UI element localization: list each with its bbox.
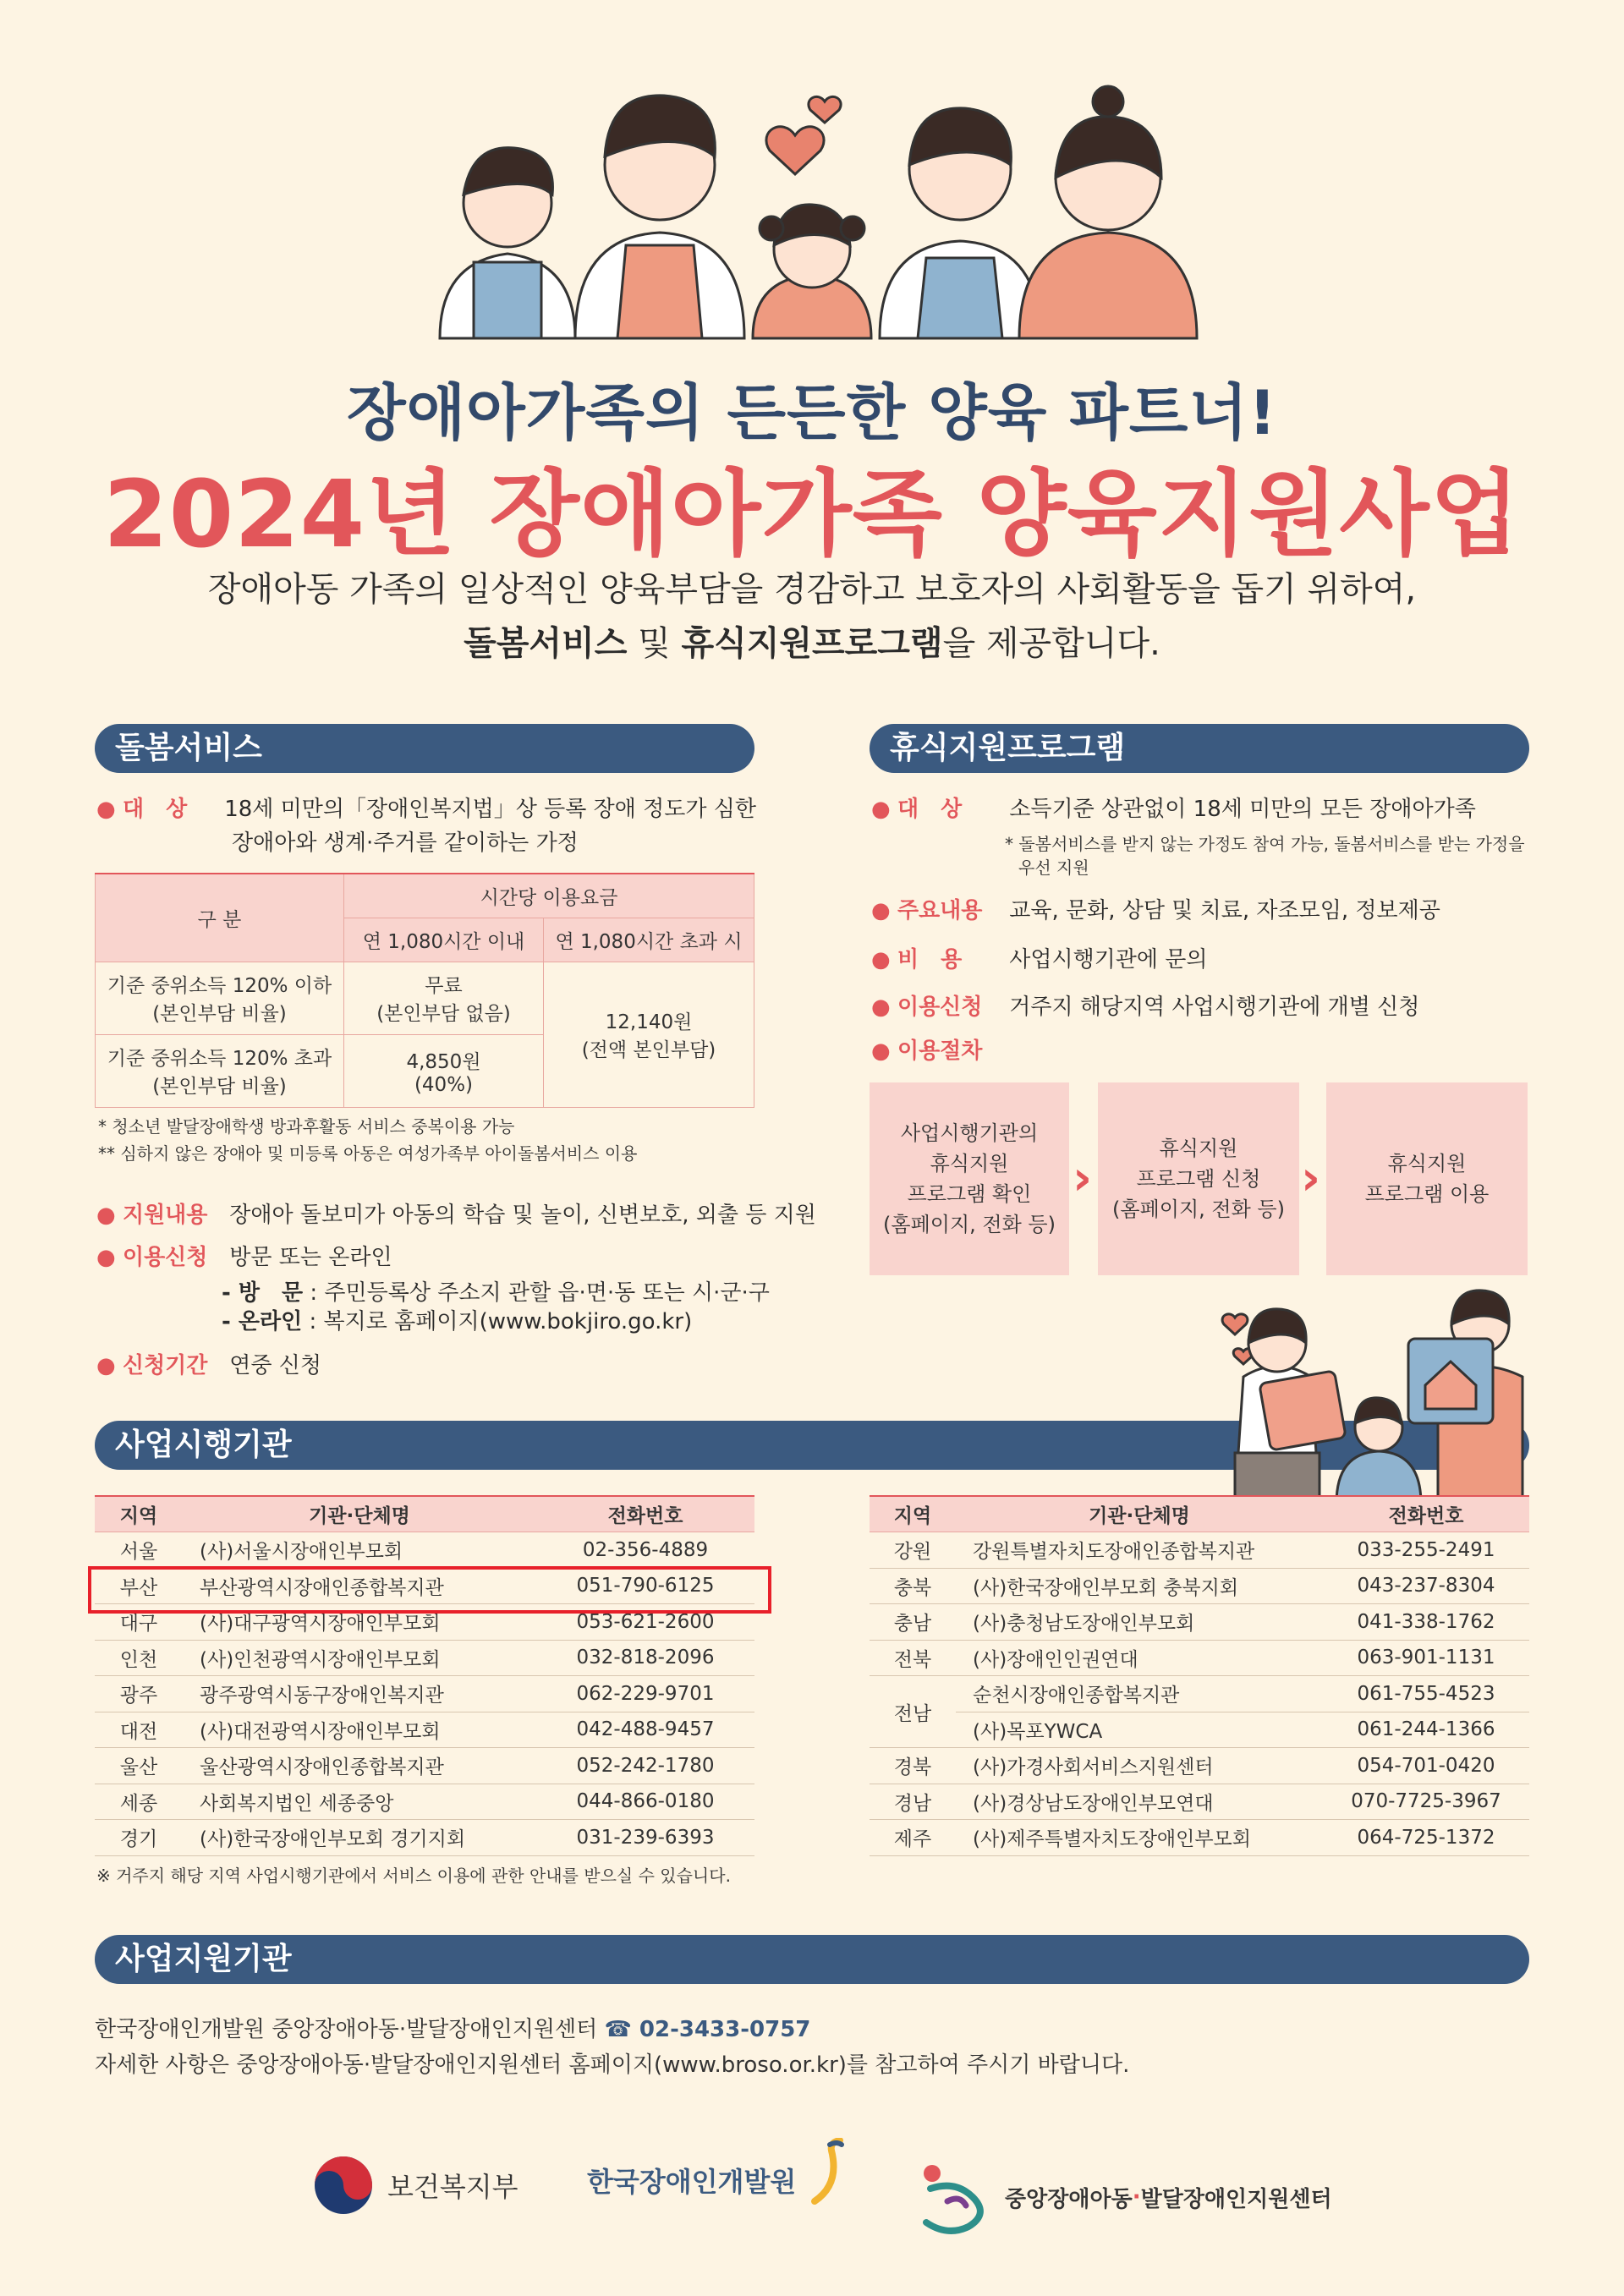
care-content	[96, 1199, 816, 1231]
rest-apply-value: 거주지 해당지역 사업시행기관에 개별 신청	[1009, 995, 1420, 1020]
center-logo-dot: ·	[1132, 2184, 1141, 2210]
section-support-header: 사업지원기관	[95, 1935, 1529, 1984]
care-period	[96, 1350, 321, 1382]
care-period-value: 연중 신청	[229, 1353, 321, 1378]
center-logo	[914, 2155, 1332, 2239]
care-apply-value: 방문 또는 온라인	[229, 1245, 392, 1270]
care-target-line2	[232, 827, 579, 859]
mohw-logo-text: 보건복지부	[387, 2171, 518, 2203]
care-fee-table	[95, 873, 754, 1108]
mother-figure	[1019, 86, 1197, 338]
bullet-dot-icon: ●	[96, 1245, 116, 1270]
care-table-under-header: 연 1,080시간 이내	[344, 918, 544, 962]
rest-process	[871, 1035, 982, 1067]
table-row: 전북 (사)장애인인권연대 063-901-1131	[870, 1640, 1529, 1676]
intro-line-2	[0, 616, 1624, 671]
care-online-value: : 복지로 홈페이지(www.bokjiro.go.kr)	[309, 1309, 693, 1334]
koddi-swoosh-icon	[798, 2138, 845, 2206]
agency-right-region-header: 지역	[870, 1496, 956, 1532]
taegeuk-icon	[313, 2155, 374, 2216]
rest-cost	[871, 944, 1208, 976]
intro-ending: 을 제공합니다.	[942, 624, 1160, 663]
table-row: (사)목포YWCA 061-244-1366	[870, 1712, 1529, 1748]
rest-cost-value: 사업시행기관에 문의	[1009, 947, 1208, 973]
table-row: 세종 사회복지법인 세종중앙 044-866-0180	[95, 1784, 754, 1820]
table-row: 경남 (사)경상남도장애인부모연대 070-7725-3967	[870, 1784, 1529, 1820]
bullet-dot-icon: ●	[871, 995, 891, 1020]
rest-process-label: 이용절차	[897, 1038, 983, 1064]
care-table-over-header: 연 1,080시간 초과 시	[544, 918, 754, 962]
care-table-row2-category: 기준 중위소득 120% 초과 (본인부담 비율)	[96, 1034, 344, 1107]
father-figure	[575, 96, 744, 338]
care-table-row2-under: 4,850원 (40%)	[344, 1034, 544, 1107]
intro-emphasis-rest: 휴식지원프로그램	[681, 624, 943, 663]
care-period-label: 신청기간	[122, 1353, 208, 1378]
table-row: 전남 순천시장애인종합복지관 061-755-4523	[870, 1676, 1529, 1712]
table-row: 제주 (사)제주특별자치도장애인부모회 064-725-1372	[870, 1820, 1529, 1856]
agency-table-left	[95, 1495, 754, 1856]
care-target-value-2: 장애아와 생계·주거를 같이하는 가정	[232, 830, 579, 856]
table-row: 경기 (사)한국장애인부모회 경기지회 031-239-6393	[95, 1820, 754, 1856]
highlight-box	[88, 1566, 771, 1614]
bullet-dot-icon: ●	[871, 947, 891, 973]
table-row: 경북 (사)가경사회서비스지원센터 054-701-0420	[870, 1748, 1529, 1784]
care-visit-value: : 주민등록상 주소지 관할 읍·면·동 또는 시·군·구	[310, 1280, 770, 1306]
bullet-dot-icon: ●	[96, 1203, 116, 1228]
bullet-dot-icon: ●	[871, 898, 891, 923]
agency-left-phone-header: 전화번호	[536, 1496, 754, 1532]
boy-figure	[440, 148, 575, 338]
intro-text	[0, 562, 1624, 671]
bullet-dot-icon: ●	[871, 797, 891, 822]
intro-connector: 및	[627, 624, 682, 663]
heart-icon	[1222, 1314, 1248, 1334]
care-note-1: * 청소년 발달장애학생 방과후활동 서비스 중복이용 가능	[98, 1116, 515, 1137]
table-row: 인천 (사)인천광역시장애인부모회 032-818-2096	[95, 1640, 754, 1676]
table-row: 서울 (사)서울시장애인부모회 02-356-4889	[95, 1532, 754, 1569]
table-row: 강원 강원특별자치도장애인종합복지관 033-255-2491	[870, 1532, 1529, 1569]
bullet-dot-icon: ●	[871, 1038, 891, 1064]
family-illustration	[423, 85, 1201, 347]
rest-target-label: 대 상	[897, 797, 963, 822]
rest-target-value: 소득기준 상관없이 18세 미만의 모든 장애아가족	[1009, 797, 1476, 822]
rest-cost-label: 비 용	[897, 947, 963, 973]
care-target-value: 18세 미만의「장애인복지법」상 등록 장애 정도가 심한	[224, 797, 756, 822]
intro-emphasis-care: 돌봄서비스	[464, 624, 628, 663]
center-logo-text: 중앙장애아동	[1005, 2186, 1133, 2212]
table-row: 충북 (사)한국장애인부모회 충북지회 043-237-8304	[870, 1568, 1529, 1604]
family-house-illustration	[1218, 1284, 1539, 1504]
care-apply	[96, 1241, 392, 1274]
page-title: 2024년 장애아가족 양육지원사업	[103, 460, 1521, 568]
support-org: 한국장애인개발원 중앙장애아동·발달장애인지원센터	[95, 2017, 598, 2042]
koddi-logo	[587, 2155, 845, 2206]
agency-left-region-header: 지역	[95, 1496, 183, 1532]
care-online-label: - 온라인	[222, 1309, 303, 1334]
intro-line-1: 장애아동 가족의 일상적인 양육부담을 경감하고 보호자의 사회활동을 돕기 위하여,	[207, 570, 1417, 609]
care-table-fee-header: 시간당 이용요금	[344, 874, 754, 918]
center-logo-text-2: 발달장애인지원센터	[1140, 2186, 1332, 2212]
heart-icon	[809, 96, 841, 123]
koddi-logo-text: 한국장애인개발원	[587, 2166, 797, 2198]
care-content-label: 지원내용	[122, 1203, 208, 1228]
agency-right-org-header: 기관·단체명	[956, 1496, 1323, 1532]
rest-target-note-1: * 돌봄서비스를 받지 않는 가정도 참여 가능, 돌봄서비스를 받는 가정을	[1005, 834, 1525, 854]
care-online	[222, 1306, 692, 1338]
care-table-row1-under: 무료 (본인부담 없음)	[344, 962, 544, 1034]
care-visit-label: - 방 문	[222, 1280, 304, 1306]
care-content-value: 장애아 돌보미가 아동의 학습 및 놀이, 신변보호, 외출 등 지원	[229, 1203, 816, 1228]
support-line-1	[95, 2013, 810, 2047]
bullet-dot-icon: ●	[96, 1353, 116, 1378]
table-row: 충남 (사)충청남도장애인부모회 041-338-1762	[870, 1604, 1529, 1641]
process-step-2: 휴식지원 프로그램 신청 (홈페이지, 전화 등)	[1098, 1082, 1299, 1275]
care-apply-label: 이용신청	[122, 1245, 208, 1270]
care-target-label: 대 상	[122, 797, 188, 822]
rest-content-label: 주요내용	[897, 898, 983, 923]
table-row: 대전 (사)대전광역시장애인부모회 042-488-9457	[95, 1712, 754, 1748]
older-boy-figure	[880, 108, 1040, 338]
rest-target	[871, 793, 1476, 825]
chevron-right-icon: ›	[1073, 1151, 1093, 1206]
process-step-1: 사업시행기관의 휴식지원 프로그램 확인 (홈페이지, 전화 등)	[870, 1082, 1069, 1275]
table-row: 광주 광주광역시동구장애인복지관 062-229-9701	[95, 1676, 754, 1712]
agency-right-phone-header: 전화번호	[1323, 1496, 1529, 1532]
rest-target-note-2: 우선 지원	[1018, 858, 1089, 878]
section-care-header: 돌봄서비스	[95, 724, 754, 773]
care-note-2: ** 심하지 않은 장애아 및 미등록 아동은 여성가족부 아이돌봄서비스 이용	[98, 1143, 638, 1164]
process-step-3: 휴식지원 프로그램 이용	[1326, 1082, 1528, 1275]
section-rest-header: 휴식지원프로그램	[870, 724, 1529, 773]
rest-apply-label: 이용신청	[897, 995, 983, 1020]
headline: 장애아가족의 든든한 양육 파트너!	[347, 377, 1277, 448]
rest-content	[871, 895, 1440, 927]
mohw-logo	[313, 2155, 518, 2216]
care-table-over-value: 12,140원 (전액 본인부담)	[544, 962, 754, 1107]
section-agencies-header: 사업시행기관	[95, 1421, 1529, 1470]
bullet-dot-icon: ●	[96, 797, 116, 822]
care-table-category-header: 구 분	[96, 874, 344, 962]
girl-figure	[753, 205, 871, 338]
support-line-2: 자세한 사항은 중앙장애아동·발달장애인지원센터 홈페이지(www.broso.or.kr)를 참고하여 주시기 바랍니다.	[95, 2052, 1130, 2078]
heart-icon	[766, 127, 824, 174]
agency-note: ※ 거주지 해당 지역 사업시행기관에서 서비스 이용에 관한 안내를 받으실 수 있습니다.	[96, 1866, 731, 1886]
table-row: 대구 (사)대구광역시장애인부모회 053-621-2600	[95, 1604, 754, 1641]
care-table-row1-category: 기준 중위소득 120% 이하 (본인부담 비율)	[96, 962, 344, 1034]
table-row: 부산 부산광역시장애인종합복지관 051-790-6125	[95, 1568, 754, 1604]
support-phone: ☎ 02-3433-0757	[604, 2017, 811, 2042]
rest-apply	[871, 991, 1419, 1023]
agency-table-right	[870, 1495, 1529, 1856]
center-swirl-icon	[914, 2155, 998, 2239]
agency-left-org-header: 기관·단체명	[183, 1496, 536, 1532]
chevron-right-icon: ›	[1301, 1151, 1321, 1206]
care-visit	[222, 1277, 770, 1309]
care-target	[96, 793, 756, 825]
table-row: 울산 울산광역시장애인종합복지관 052-242-1780	[95, 1748, 754, 1784]
rest-content-value: 교육, 문화, 상담 및 치료, 자조모임, 정보제공	[1009, 898, 1440, 923]
